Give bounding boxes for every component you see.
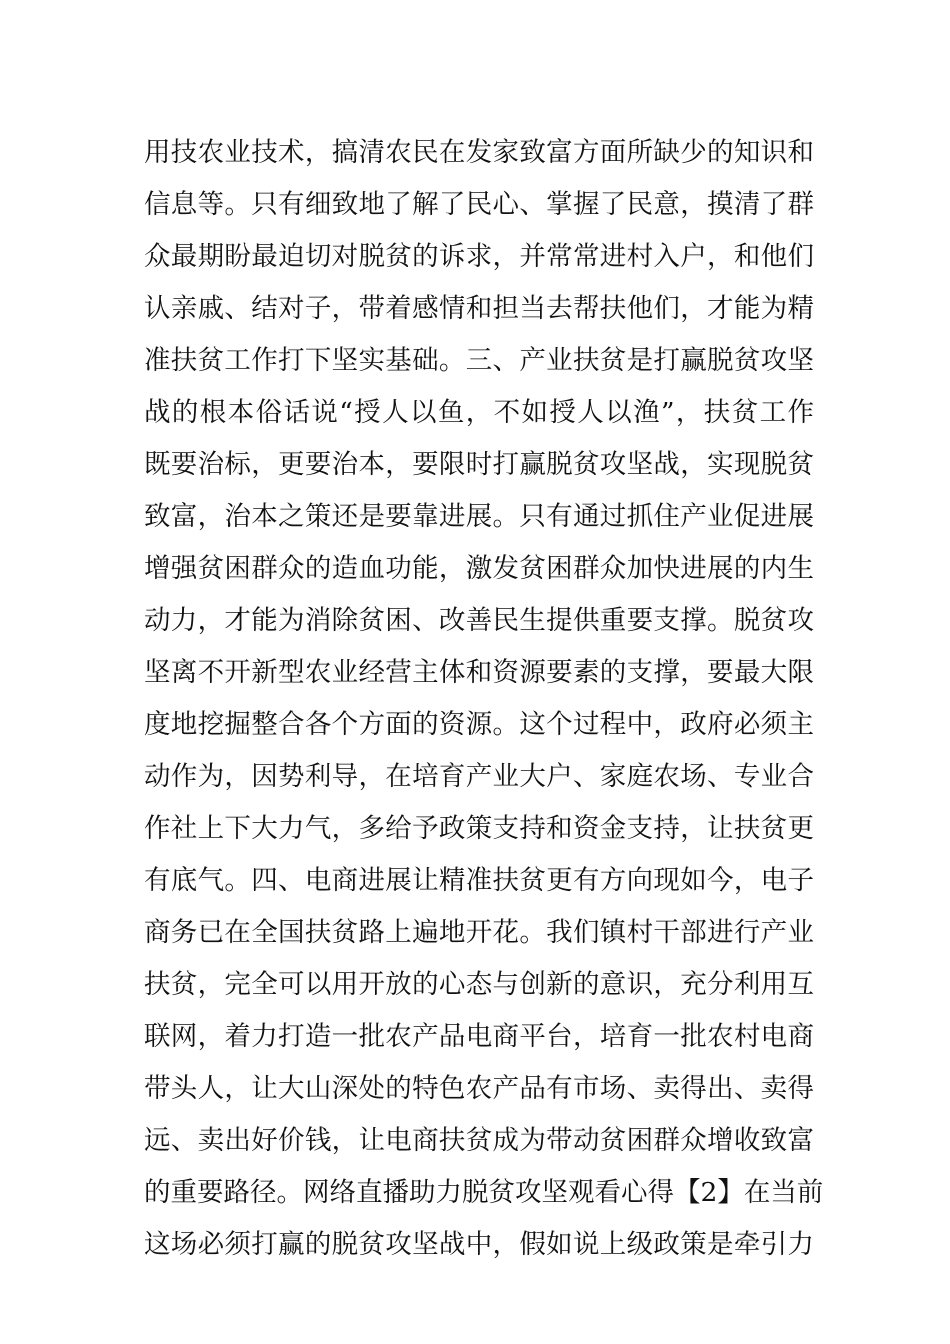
text-line: 度地挖掘整合各个方面的资源。这个过程中，政府必须主 [144,709,814,740]
body-text [144,127,824,1271]
text-line: 作社上下大力气，多给予政策支持和资金支持，让扶贫更 [144,813,814,844]
text-line: 这场必须打赢的脱贫攻坚战中，假如说上级政策是牵引力 [144,1229,814,1260]
text-line: 扶贫，完全可以用开放的心态与创新的意识，充分利用互 [144,969,814,1000]
text-line: 用技农业技术，搞清农民在发家致富方面所缺少的知识和 [144,137,814,168]
text-line: 增强贫困群众的造血功能，激发贫困群众加快进展的内生 [144,553,814,584]
text-line: 动作为，因势利导，在培育产业大户、家庭农场、专业合 [144,761,814,792]
text-line: 信息等。只有细致地了解了民心、掌握了民意，摸清了群 [144,189,814,220]
text-line: 远、卖出好价钱，让电商扶贫成为带动贫困群众增收致富 [144,1125,814,1156]
text-line: 众最期盼最迫切对脱贫的诉求，并常常进村入户，和他们 [144,241,814,272]
text-line: 有底气。四、电商进展让精准扶贫更有方向现如今，电子 [144,865,814,896]
text-line: 带头人，让大山深处的特色农产品有市场、卖得出、卖得 [144,1073,814,1104]
text-line: 准扶贫工作打下坚实基础。三、产业扶贫是打赢脱贫攻坚 [144,345,814,376]
text-line: 动力，才能为消除贫困、改善民生提供重要支撑。脱贫攻 [144,605,814,636]
text-line: 致富，治本之策还是要靠进展。只有通过抓住产业促进展 [144,501,814,532]
text-line: 联网，着力打造一批农产品电商平台，培育一批农村电商 [144,1021,814,1052]
text-line: 战的根本俗话说“授人以鱼，不如授人以渔”，扶贫工作 [144,397,814,428]
text-line: 的重要路径。网络直播助力脱贫攻坚观看心得【2】在当前 [144,1177,824,1208]
text-line: 认亲戚、结对子，带着感情和担当去帮扶他们，才能为精 [144,293,814,324]
text-line: 既要治标，更要治本，要限时打赢脱贫攻坚战，实现脱贫 [144,449,814,480]
text-line: 坚离不开新型农业经营主体和资源要素的支撑，要最大限 [144,657,814,688]
text-line: 商务已在全国扶贫路上遍地开花。我们镇村干部进行产业 [144,917,814,948]
